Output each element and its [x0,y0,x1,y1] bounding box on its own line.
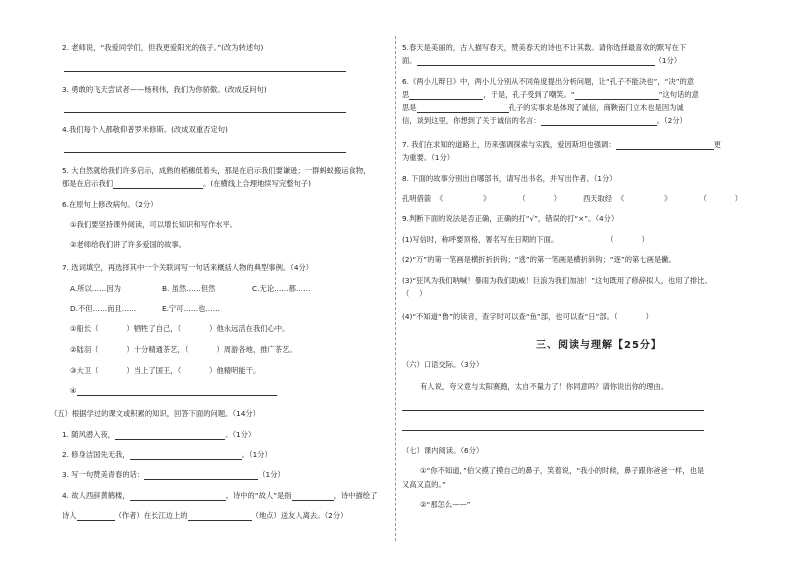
blank-r7[interactable] [616,141,714,150]
rq8-books: 孔明借箭 《 》 （ ） 西天取经 《 》 （ ） [402,194,743,203]
option-e: E.宁可……也…… [162,304,221,313]
rq9: 9.判断下面的说法是否正确，正确的打“√”，错误的打“×”。（4分） [402,214,619,223]
rq9-3-paren: （ ） [402,289,427,298]
fill-7-3: ③大卫（ ）当上了国王，（ ）他精明能干。 [70,366,261,375]
answer-line-s6-2[interactable] [402,430,704,431]
blank-s5-5b[interactable] [188,512,252,521]
answer-line-2[interactable] [64,71,346,72]
rq9-3: (3)“狂风为我们呐喊！暴雨为我们助威！巨浪为我们加油！”这句既用了修辞拟人，也用了排比。 [402,276,712,285]
sentence-6-1: ①我们要坚持课外阅读，可以增长知识和写作水平。 [70,220,238,229]
right-column [398,0,794,561]
rq5-line1: 5.春天是美丽的，古人描写春天，赞美春天的诗也不计其数。请你选择最喜欢的默写在下 [402,43,687,52]
blank-s5-4a[interactable] [130,492,226,501]
item-5-5: 诗人 （作者）在长江边上的 （地点）送友人离去。（2分） [62,511,348,520]
blank-7-4[interactable] [77,387,277,396]
blank-s5-3[interactable] [144,471,258,480]
item-5-3: 3. 写一句赞美青春的话： （1分） [62,470,285,479]
blank-r5[interactable] [417,57,655,66]
blank-s5-1[interactable] [115,431,225,440]
question-5-line2: 那是在启示我们 。(在横线上合理地续写完整句子) [62,179,311,188]
rq9-1: (1)写信时，称呼要顶格，署名写在日期的下面。 （ ） [402,235,649,244]
column-divider [395,36,396,541]
reading-p3: ②“那怎么——” [420,500,471,509]
blank-s5-2[interactable] [130,451,242,460]
rq9-4: (4)“不知道“鲁”的读音，查字时可以查“鱼”部，也可以查“日”部。（ ） [402,312,653,321]
blank-s5-4b[interactable] [292,492,334,501]
item-5-2: 2. 修身洁国先无我， 。（1分） [62,450,272,459]
option-a: A.所以……因为 [70,284,121,293]
question-4: 4.我们每个人都敬仰普罗米修斯。(改成双重否定句) [62,125,228,134]
reading-p1: ①“你不知道，”伯父摸了摸自己的鼻子，笑着说，“我小的时候，鼻子跟你爸爸一样，也是 [420,466,705,475]
section-3-title: 三、阅读与理解【25分】 [536,340,662,351]
option-c: C.无论……都…… [252,284,311,293]
blank-s5-5a[interactable] [77,512,115,521]
fill-7-1: ①船长（ ）牺牲了自己，（ ）他永远活在我们心中。 [70,324,290,333]
answer-line-3[interactable] [64,112,346,113]
rq6-line4: 信，谈到这里，你想到了关于诚信的名言： 。（2分） [402,116,687,125]
reading-p2: 又高又直的。” [402,480,446,489]
answer-line-4[interactable] [64,152,346,153]
sentence-6-2: ②老师给我们讲了许多爱国的故事。 [70,240,186,249]
blank-r6a[interactable] [409,91,483,100]
question-6: 6.在原句上修改病句。（2分） [62,200,158,209]
rq6-line2: 思 ，于是，孔子受到了嘲笑。“ ”这句话的意 [402,90,699,99]
rq6-line1: 6.《两小儿辩日》中，两小儿分别从不同角度提出分析问题，让“孔子不能决也”，“决”的意 [402,77,695,86]
blank-r6c[interactable] [417,104,509,113]
blank-r6b[interactable] [575,91,659,100]
section-6-text: 有人说，夸父竟与太阳赛跑，太自不量力了！你同意吗？请你说出你的理由。 [420,382,669,391]
question-2: 2. 老师说，“我爱同学们，但我更爱阳光的孩子。”(改为转述句) [62,43,264,52]
rq7-line1: 7. 我们在求知的道路上，历来强调探索与实践，爱因斯坦也强调： 更 [402,140,721,149]
fill-7-2: ②陆羽（ ）十分精通茶艺，（ ）周游各地，推广茶艺。 [70,345,297,354]
item-5-4: 4. 故人西辞黄鹤楼， 。诗中的“故人”是指 ，诗中描绘了 [62,491,378,500]
rq9-2: (2)“万”的第一笔画是横折折折钩；“逃”的第一笔画是横折斜钩；“逐”的第七画是撇。 [402,255,676,264]
section-7-title: （七）课内阅读。（6分） [402,446,484,455]
section-6-title: （六）口语交际。（3分） [402,360,484,369]
blank-r6d[interactable] [541,117,657,126]
section-5-title: （五）根据学过的课文或积累的知识，回答下面的问题。（14分） [50,409,260,418]
question-5-line1: 5. 大自然就给我们许多启示，成熟的稻穗低着头，那是在启示我们要谦逊；一群蚂蚁搬运食物， [62,166,371,175]
rq8: 8. 下面的故事分别出自哪部书，请写出书名，并写出作者。（1分） [402,174,617,183]
left-column [0,0,393,561]
item-5-1: 1. 随风潜入夜， 。（1分） [62,430,256,439]
option-b: B. 虽然……但然 [162,284,216,293]
blank-5[interactable] [113,180,203,189]
rq6-line3: 思是 孔子的实事求是体现了诚信，商鞅南门立木也是因为诚 [402,103,684,112]
question-3: 3. 勇敢的飞天尝试者——杨利伟，我们为你骄傲。(改成反问句) [62,85,267,94]
option-d: D.不但……而且…… [70,304,137,313]
rq5-line2: 面。 （1分） [402,56,682,65]
answer-line-s6-1[interactable] [402,410,704,411]
rq7-line2: 为重要。（1分） [402,153,455,162]
question-7: 7. 选词填空，再选择其中一个关联词写一句话来概括人物的典型事例。（4分） [62,263,314,272]
fill-7-4: ④ [70,386,277,396]
